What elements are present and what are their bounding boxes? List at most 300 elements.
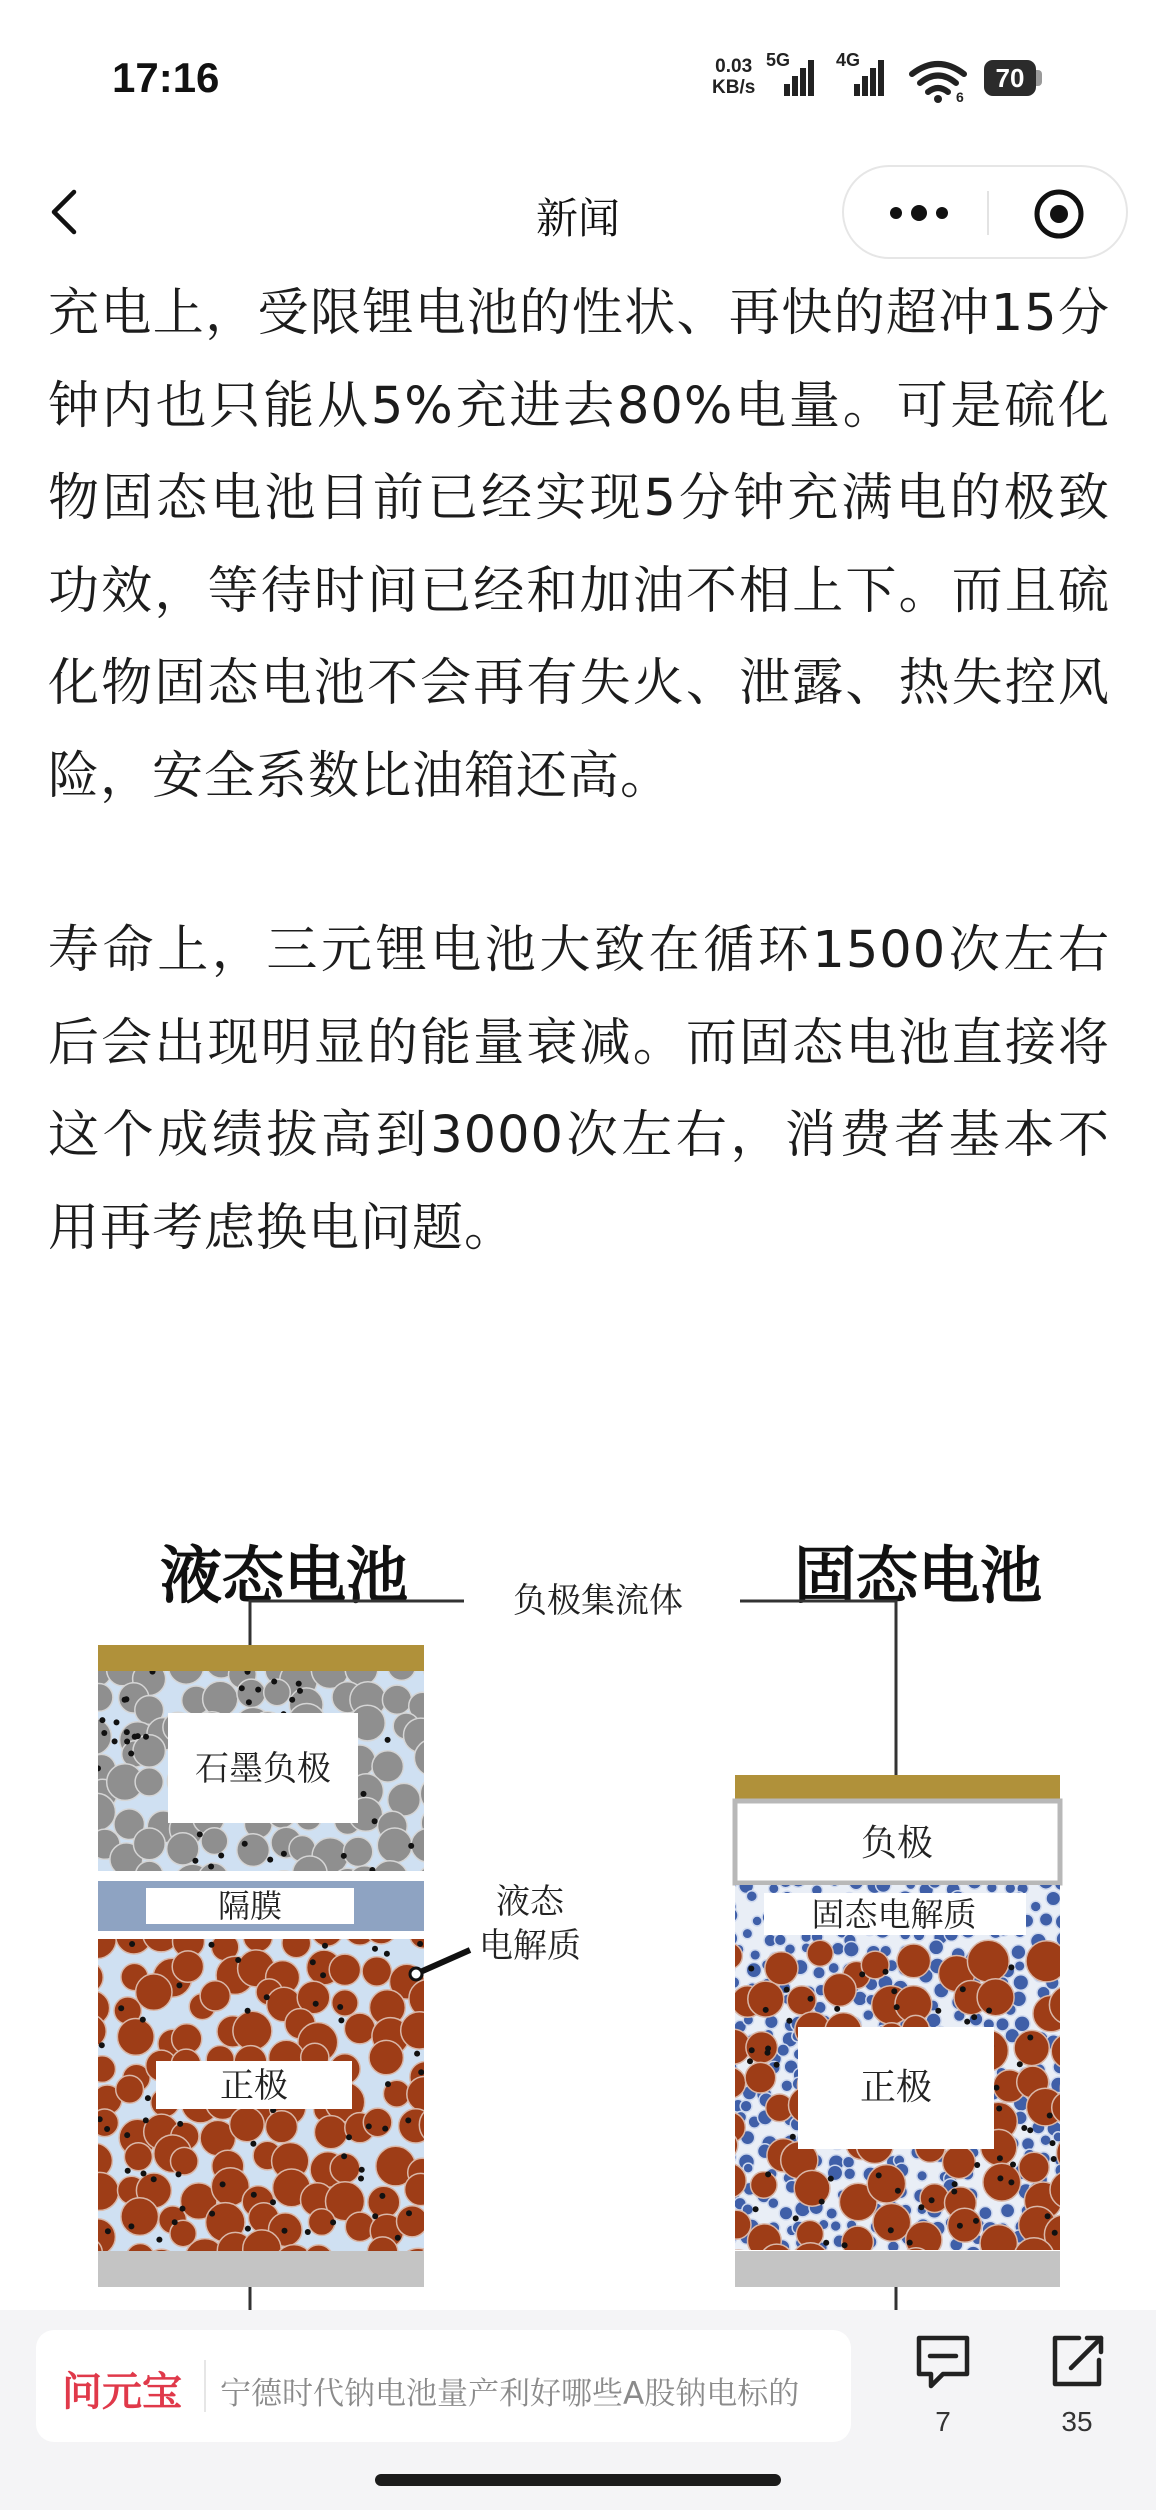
graphite-particle [78, 1793, 116, 1831]
carbon-dot [952, 2181, 958, 2187]
cathode-particle [401, 2012, 438, 2049]
cathode-particle [407, 2077, 442, 2112]
graphite-particle [421, 1808, 452, 1839]
electrolyte-particle [1071, 1964, 1083, 1976]
carbon-dot [209, 1942, 215, 1948]
carbon-dot [310, 1959, 316, 1965]
carbon-dot [209, 2211, 215, 2217]
electrolyte-particle [740, 2100, 752, 2112]
electrolyte-particle [1070, 2044, 1083, 2057]
cathode-particle [1060, 2069, 1100, 2109]
cathode-particle [200, 1981, 230, 2011]
cathode-particle [436, 2056, 464, 2084]
article-body [48, 268, 1110, 1275]
solid-electrolyte-label: 固态电解质 [811, 1895, 977, 1934]
carbon-dot [996, 2106, 1002, 2112]
carbon-dot [765, 2171, 771, 2177]
carbon-dot [786, 2018, 792, 2024]
carbon-dot [338, 2017, 344, 2023]
comment-icon [913, 2332, 973, 2390]
carbon-dot [112, 1738, 118, 1744]
more-button[interactable] [884, 195, 954, 231]
carbon-dot [313, 2001, 319, 2007]
cathode-particle [422, 2240, 456, 2274]
cathode-particle [405, 2173, 437, 2205]
cathode-particle [81, 2172, 119, 2210]
cathode-particle [362, 1957, 391, 1986]
network-speed [712, 56, 755, 98]
carbon-dot [935, 2008, 941, 2014]
carbon-dot [372, 1818, 378, 1824]
carbon-dot [828, 2176, 834, 2182]
carbon-dot [208, 1864, 214, 1870]
ask-divider [204, 2360, 206, 2412]
carbon-dot [765, 2050, 771, 2056]
electrolyte-particle [1067, 1882, 1080, 1895]
carbon-dot [819, 2199, 825, 2205]
electrolyte-particle [1065, 2026, 1080, 2041]
electrolyte-particle [1001, 2204, 1015, 2218]
carbon-dot [1008, 1964, 1014, 1970]
network-speed-unit: KB/s [712, 77, 756, 98]
cathode-particle [867, 2165, 905, 2203]
carbon-dot [1017, 2061, 1023, 2067]
cathode-particle [369, 2040, 403, 2074]
carbon-dot [124, 2132, 130, 2138]
electrolyte-particle [826, 2208, 837, 2219]
cathode-particle [230, 2107, 265, 2142]
carbon-dot [180, 2206, 186, 2212]
carbon-dot [97, 2116, 103, 2122]
carbon-dot [129, 1941, 135, 1947]
carbon-dot [405, 2117, 411, 2123]
electrolyte-particle [779, 2206, 793, 2220]
cathode-particle [171, 2147, 199, 2175]
carbon-dot [891, 1988, 897, 1994]
cathode-particle [751, 2172, 778, 2199]
carbon-dot [414, 2051, 420, 2057]
left-current-collector [98, 1645, 424, 1671]
cathode-particle [172, 1951, 203, 1982]
carbon-dot [748, 1966, 754, 1972]
cathode-particle [1051, 2034, 1086, 2069]
cathode-particle [897, 1944, 931, 1978]
carbon-dot [177, 2121, 183, 2127]
carbon-dot [960, 1986, 966, 1992]
carbon-dot [114, 1719, 120, 1725]
cathode-particle [948, 2208, 982, 2242]
electrolyte-particle [1053, 2132, 1063, 2142]
carbon-dot [346, 2134, 352, 2140]
electrolyte-particle [746, 1963, 761, 1978]
collector-leader-right [740, 1601, 896, 1775]
carbon-dot [808, 1996, 814, 2002]
electrolyte-particle [830, 2221, 841, 2232]
carbon-dot [289, 1697, 295, 1703]
graphite-particle [201, 1828, 228, 1855]
share-count: 35 [1061, 2406, 1093, 2437]
signal-4g-label: 4G [836, 50, 861, 70]
liquid-electrolyte-label-line1: 液态 [496, 1882, 564, 1922]
electrolyte-particle [777, 2044, 789, 2056]
cellular-signal-4g [836, 50, 886, 102]
electrolyte-pointer-dot [410, 1968, 422, 1980]
electrolyte-particle [843, 2156, 855, 2168]
carbon-dot [876, 2172, 882, 2178]
ai-brand-label: 问元宝 [62, 2369, 182, 2415]
carbon-dot [143, 1734, 149, 1740]
electrolyte-particle [781, 2080, 793, 2092]
electrolyte-particle [1070, 1896, 1083, 1909]
cathode-particle [399, 2109, 433, 2143]
cathode-particle [967, 1940, 1009, 1982]
carbon-dot [823, 2240, 829, 2246]
electrolyte-particle [887, 2241, 899, 2253]
carbon-dot [359, 2167, 365, 2173]
electrolyte-particle [774, 1934, 786, 1946]
carbon-dot [296, 1681, 302, 1687]
cathode-particle [332, 1990, 358, 2016]
carbon-dot [124, 1739, 130, 1745]
carbon-dot [1050, 2140, 1056, 2146]
electrolyte-particle [723, 1963, 735, 1975]
carbon-dot [156, 2237, 162, 2243]
article-paragraph: 充电上，受限锂电池的性状、再快的超冲15分钟内也只能从5%充进去80%电量。可是硫化物固态电池目前已经实现5分钟充满电的极致功效，等待时间已经和加油不相上下。而且硫化物固态电池不会再有失火、泄露、热失控风险，安全系数比油箱还高。 [48, 284, 1110, 806]
carbon-dot [793, 2215, 799, 2221]
carbon-dot [1027, 2035, 1033, 2041]
carbon-dot [99, 1717, 105, 1723]
electrolyte-particle [1072, 2181, 1084, 2193]
carbon-dot [1051, 2156, 1057, 2162]
comment-count: 7 [935, 2406, 951, 2437]
carbon-dot [1008, 2179, 1014, 2185]
cathode-particle [431, 2216, 459, 2244]
graphite-particle [85, 1684, 113, 1712]
carbon-dot [105, 2228, 111, 2234]
carbon-dot [406, 2210, 412, 2216]
battery-comparison-figure [0, 1495, 1156, 2315]
carbon-dot [320, 1972, 326, 1978]
carbon-dot [790, 2134, 796, 2140]
cathode-particle [124, 2143, 152, 2171]
cathode-particle [722, 2210, 751, 2239]
cathode-particle [397, 2206, 428, 2237]
carbon-dot [330, 2219, 336, 2225]
graphite-particle [133, 1828, 165, 1860]
close-target-button[interactable] [1032, 187, 1086, 241]
cathode-particle [1019, 2152, 1049, 2182]
graphite-particle [382, 1685, 411, 1714]
electrolyte-particle [1030, 1901, 1041, 1912]
electrolyte-particle [728, 1977, 740, 1989]
electrolyte-particle [723, 1931, 738, 1946]
cathode-particle [73, 2238, 103, 2268]
cathode-particle [121, 2198, 159, 2236]
carbon-dot [894, 2004, 900, 2010]
cathode-particle [715, 2112, 746, 2143]
cellular-signal-5g [766, 50, 816, 102]
electrolyte-pointer [418, 1950, 470, 1973]
cathode-particle [1026, 1941, 1067, 1982]
carbon-dot [951, 2189, 957, 2195]
carbon-dot [176, 2171, 182, 2177]
electrolyte-particle [1062, 2082, 1077, 2097]
carbon-dot [305, 2229, 311, 2235]
electrolyte-particle [1071, 2100, 1081, 2110]
nav-bar [0, 160, 1156, 265]
electrolyte-particle [917, 2171, 928, 2182]
electrolyte-particle [1068, 2165, 1083, 2180]
carbon-dot [749, 2047, 755, 2053]
cathode-particle [71, 1961, 103, 1993]
cathode-particle [91, 2109, 119, 2137]
carbon-dot [192, 1858, 198, 1864]
battery-indicator: 70 [984, 60, 1036, 96]
cathode-particle [1050, 2171, 1088, 2209]
electrolyte-particle [1055, 1914, 1071, 1930]
carbon-dot [895, 2188, 901, 2194]
cathode-particle [445, 2076, 474, 2105]
cathode-particle [709, 2131, 738, 2160]
carbon-dot [99, 2042, 105, 2048]
cathode-particle [1049, 1986, 1088, 2025]
carbon-dot [971, 2014, 977, 2020]
carbon-dot [929, 2197, 935, 2203]
carbon-dot [145, 2095, 151, 2101]
graphite-particle [135, 1768, 163, 1796]
capsule-divider [987, 191, 989, 235]
mini-program-capsule [842, 165, 1128, 259]
target-icon [1037, 192, 1081, 236]
article-paragraph: 寿命上，三元锂电池大致在循环1500次左右后会出现明显的能量衰减。而固态电池直接将这个成绩拔高到3000次左右，消费者基本不用再考虑换电问题。 [48, 921, 1110, 1258]
carbon-dot [255, 1687, 261, 1693]
right-cathode-collector [735, 2251, 1060, 2287]
carbon-dot [245, 2226, 251, 2232]
graphite-particle [133, 1735, 165, 1767]
electrolyte-particle [746, 1891, 757, 1902]
cathode-particle [419, 2105, 458, 2144]
electrolyte-particle [996, 2018, 1009, 2031]
liquid-electrolyte-label-line2: 电解质 [479, 1926, 581, 1966]
carbon-dot [220, 2181, 226, 2187]
carbon-dot [918, 2204, 924, 2210]
carbon-dot [143, 2117, 149, 2123]
cathode-particle [433, 1921, 467, 1955]
electrolyte-particle [1066, 2017, 1076, 2027]
carbon-dot [271, 1679, 277, 1685]
current-collector-label: 负极集流体 [513, 1581, 683, 1621]
cathode-particle [117, 2019, 154, 2056]
electrolyte-particle [828, 1962, 839, 1973]
cathode-particle [441, 1995, 467, 2021]
carbon-dot [1010, 2162, 1016, 2168]
electrolyte-particle [752, 1916, 762, 1926]
electrolyte-particle [1073, 2216, 1085, 2228]
carbon-dot [297, 1688, 303, 1694]
carbon-dot [242, 1841, 248, 1847]
electrolyte-particle [723, 1908, 738, 1923]
carbon-dot [384, 1951, 390, 1957]
comment-button[interactable] [898, 2332, 988, 2438]
electrolyte-particle [1074, 2063, 1087, 2076]
cathode-particle [765, 1952, 798, 1985]
electrolyte-particle [844, 2168, 856, 2180]
status-time: 17:16 [112, 54, 220, 101]
carbon-dot [417, 1941, 423, 1947]
cathode-particle [329, 1954, 360, 1985]
carbon-dot [341, 1853, 347, 1859]
cathode-particle [715, 2067, 746, 2098]
carbon-dot [341, 2153, 347, 2159]
signal-5g-label: 5G [766, 50, 791, 70]
cathode-particle [427, 2179, 459, 2211]
graphite-particle [343, 1837, 372, 1866]
carbon-dot [372, 2213, 378, 2219]
page-title: 新闻 [535, 194, 620, 243]
electrolyte-particle [1071, 1924, 1084, 1937]
carbon-dot [1027, 2127, 1033, 2133]
cathode-particle [1060, 2259, 1101, 2300]
cathode-particle [266, 2111, 298, 2143]
share-button[interactable] [1032, 2332, 1122, 2438]
carbon-dot [859, 1971, 865, 1977]
carbon-dot [124, 1729, 130, 1735]
cathode-particle [233, 2011, 272, 2050]
carbon-dot [372, 1946, 378, 1952]
carbon-dot [997, 2175, 1003, 2181]
carbon-dot [246, 1699, 252, 1705]
carbon-dot [382, 2126, 388, 2132]
electrolyte-particle [1068, 2122, 1078, 2132]
graphite-particle [75, 1718, 111, 1754]
share-edit-icon [1047, 2332, 1107, 2390]
network-speed-value: 0.03 [715, 56, 753, 77]
cathode-particle [794, 2170, 830, 2206]
right-anode-label: 负极 [860, 1823, 934, 1864]
carbon-dot [267, 1857, 273, 1863]
carbon-dot [176, 1982, 182, 1988]
electrolyte-particle [1072, 1944, 1088, 1960]
carbon-dot [973, 2218, 979, 2224]
more-dots-icon [890, 205, 948, 221]
cathode-particle [1057, 2134, 1096, 2173]
carbon-dot [122, 1697, 128, 1703]
carbon-dot [1021, 2125, 1027, 2131]
cathode-particle [745, 2062, 776, 2093]
carbon-dot [235, 1957, 241, 1963]
carbon-dot [763, 2007, 769, 2013]
carbon-dot [784, 1987, 790, 1993]
carbon-dot [128, 2223, 134, 2229]
solid-battery-title: 固态电池 [793, 1539, 1043, 1612]
cathode-particle [977, 1979, 1014, 2016]
carbon-dot [245, 2008, 251, 2014]
carbon-dot [1047, 2113, 1053, 2119]
graphite-particle [237, 1834, 270, 1867]
cathode-particle [116, 2075, 144, 2103]
cathode-particle [873, 2204, 911, 2242]
left-cathode-label: 正极 [220, 2066, 288, 2106]
carbon-dot [986, 2008, 992, 2014]
left-cathode-collector [98, 2251, 424, 2287]
carbon-dot [270, 2199, 276, 2205]
right-cathode-label: 正极 [859, 2067, 933, 2108]
graphite-particle [414, 1739, 451, 1776]
carbon-dot [369, 1867, 375, 1873]
carbon-dot [1052, 2230, 1058, 2236]
carbon-dot [907, 2240, 913, 2246]
graphite-particle [424, 1656, 453, 1685]
carbon-dot [883, 1969, 889, 1975]
electrolyte-particle [725, 1901, 736, 1912]
cathode-particle [363, 2108, 392, 2137]
carbon-dot [140, 2017, 146, 2023]
cathode-particle [136, 1974, 172, 2010]
cathode-particle [437, 2024, 473, 2060]
electrolyte-particle [979, 2207, 992, 2220]
graphite-particle [411, 1829, 445, 1863]
carbon-dot [385, 2081, 391, 2087]
cathode-particle [89, 2056, 116, 2083]
cathode-particle [440, 2137, 471, 2168]
carbon-dot [151, 2176, 157, 2182]
carbon-dot [125, 2168, 131, 2174]
ai-suggested-question[interactable]: 宁德时代钠电池量产利好哪些A股钠电标的 [220, 2376, 800, 2412]
cathode-particle [1069, 1938, 1110, 1979]
carbon-dot [322, 1943, 328, 1949]
carbon-dot [128, 1751, 134, 1757]
wifi-icon [908, 60, 968, 104]
electrolyte-particle [768, 2198, 779, 2209]
carbon-dot [104, 2126, 110, 2132]
bottom-action-bar [0, 2310, 1156, 2510]
electrolyte-particle [844, 1942, 860, 1958]
carbon-dot [385, 1737, 391, 1743]
carbon-dot [337, 2004, 343, 2010]
electrolyte-particle [1046, 1891, 1061, 1906]
carbon-dot [366, 2123, 372, 2129]
cathode-particle [368, 2186, 400, 2218]
carbon-dot [172, 2219, 178, 2225]
electrolyte-particle [725, 2233, 737, 2245]
cathode-particle [344, 2013, 375, 2044]
electrolyte-particle [1073, 2250, 1085, 2262]
electrolyte-particle [1039, 1913, 1052, 1926]
electrolyte-particle [1071, 2146, 1082, 2157]
carbon-dot [997, 2155, 1003, 2161]
electrolyte-particle [813, 1967, 825, 1979]
carbon-dot [264, 1994, 270, 2000]
cathode-particle [711, 2163, 746, 2198]
cathode-particle [943, 2146, 976, 2179]
carbon-dot [358, 2176, 364, 2182]
carbon-dot [132, 1734, 138, 1740]
electrolyte-particle [726, 2152, 736, 2162]
cathode-particle [1052, 2092, 1084, 2124]
carbon-dot [888, 2227, 894, 2233]
electrolyte-particle [742, 1928, 752, 1938]
carbon-dot [251, 2192, 257, 2198]
battery-diagram [0, 1495, 1156, 2315]
ai-question-box[interactable] [36, 2330, 851, 2442]
graphite-particle [264, 1679, 291, 1706]
carbon-dot [239, 1685, 245, 1691]
electrolyte-particle [1070, 2002, 1081, 2013]
carbon-dot [282, 2228, 288, 2234]
electrolyte-particle [1014, 1961, 1025, 1972]
wifi-badge: 6 [956, 89, 964, 104]
carbon-dot [141, 2171, 147, 2177]
